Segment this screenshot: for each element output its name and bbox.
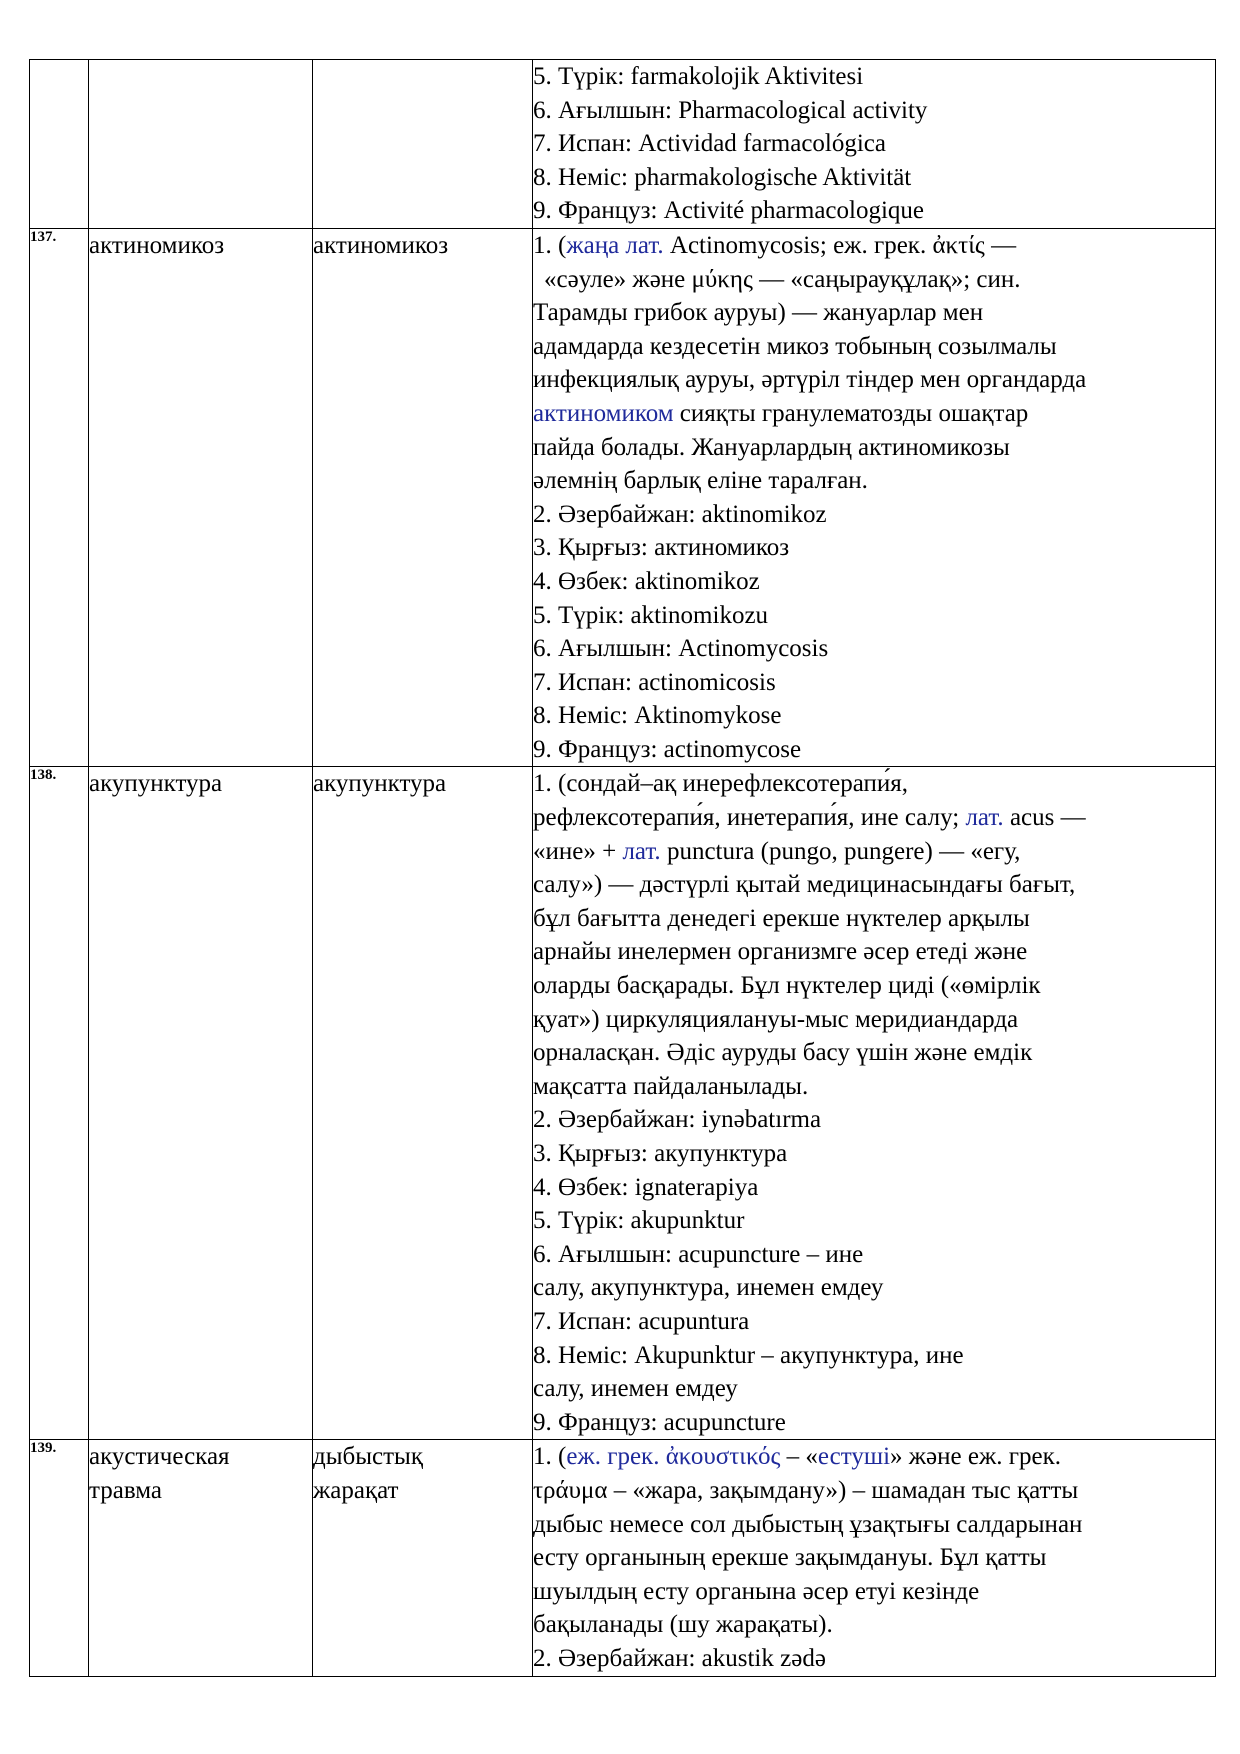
translation-line: 6. Ағылшын: Actinomycosis: [533, 635, 829, 663]
definition-line: инфекциялық ауруы, әртүріл тіндер мен органдарда: [533, 366, 1087, 394]
etymology-link[interactable]: еж. грек. ἀκουστικός: [566, 1443, 781, 1471]
translation-line: 7. Испан: Actividad farmacológica: [533, 130, 887, 158]
term-link[interactable]: естуші: [817, 1443, 891, 1471]
definition-line: τράυμα – «жара, зақымдану») – шамадан тыс қатты: [533, 1476, 1079, 1504]
definition-line: 1. (еж. грек. ἀκουστικός – «естуші» және еж. грек.: [533, 1443, 1061, 1471]
translation-line: 4. Өзбек: ignaterapiya: [533, 1173, 759, 1201]
definition-line: пайда болады. Жануарлардың актиномикозы: [533, 433, 1010, 461]
translation-line: 5. Түрік: aktinomikozu: [533, 601, 769, 629]
entry-number: 137.: [30, 228, 89, 767]
definition-cell: [533, 767, 1216, 1440]
term-link[interactable]: актиномиком: [533, 399, 674, 427]
definition-cell: [533, 1440, 1216, 1676]
translation-line: 8. Неміс: Akupunktur – акупунктура, ине: [533, 1341, 964, 1369]
kazakh-term-line: жарақат: [313, 1476, 399, 1504]
translation-line: 7. Испан: acupuntura: [533, 1307, 750, 1335]
definition-line: «ине» + лат. punctura (pungo, pungere) — «егу,: [533, 837, 1021, 865]
kazakh-term: актиномикоз: [313, 228, 533, 767]
translation-line: салу, инемен емдеу: [533, 1375, 738, 1403]
translation-line: 2. Әзербайжан: iynəbatırma: [533, 1106, 822, 1134]
definition-line: 1. (сондай–ақ инерефлексотерапи́я,: [533, 770, 908, 798]
translation-line: 5. Түрік: akupunktur: [533, 1207, 745, 1235]
translation-line: 2. Әзербайжан: aktinomikoz: [533, 500, 827, 528]
definition-line: арнайы инелермен организмге әсер етеді және: [533, 938, 1028, 966]
kazakh-term: акупунктура: [313, 767, 533, 1440]
russian-term: [89, 60, 313, 229]
definition-line: мақсатта пайдаланылады.: [533, 1072, 809, 1100]
definition-line: есту органының ерекше зақымдануы. Бұл қатты: [533, 1544, 1047, 1572]
definition-line: бұл бағытта денедегі ерекше нүктелер арқылы: [533, 904, 1030, 932]
definition-line: салу») — дәстүрлі қытай медицинасындағы бағыт,: [533, 871, 1076, 899]
translation-line: 6. Ағылшын: Pharmacological activity: [533, 96, 928, 124]
translation-line: 8. Неміс: Aktinomykose: [533, 702, 782, 730]
definition-line: әлемнің барлық еліне таралған.: [533, 467, 868, 495]
definition-line: Тарамды грибок ауруы) — жануарлар мен: [533, 299, 984, 327]
translation-line: 3. Қырғыз: акупунктура: [533, 1140, 788, 1167]
russian-term-line: акустическая: [89, 1443, 230, 1471]
table-row: [30, 60, 1216, 229]
russian-term-line: травма: [89, 1476, 162, 1504]
etymology-link[interactable]: лат.: [622, 837, 661, 865]
definition-line: қуат») циркуляциялануы-мыс меридиандарда: [533, 1005, 1019, 1033]
translation-line: 4. Өзбек: aktinomikoz: [533, 567, 760, 595]
translation-line: 8. Неміс: pharmakologische Aktivität: [533, 163, 912, 191]
table-row: [30, 1440, 1216, 1676]
translation-line: 2. Әзербайжан: akustik zədə: [533, 1644, 826, 1672]
definition-line: «сәуле» және μύκης — «саңырауқұлақ»; син.: [544, 265, 1021, 293]
translation-line: 5. Түрік: farmakolojik Aktivitesi: [533, 63, 864, 90]
glossary-table: [29, 59, 1216, 1677]
definition-line: дыбыс немесе сол дыбыстың ұзақтығы салдарынан: [533, 1510, 1083, 1538]
translation-line: 3. Қырғыз: актиномикоз: [533, 534, 790, 562]
definition-line: актиномиком сияқты гранулематозды ошақтар: [533, 399, 1029, 427]
definition-cell: [533, 60, 1216, 229]
definition-line: оларды басқарады. Бұл нүктелер циді («өмірлік: [533, 972, 1041, 1000]
table-row: [30, 767, 1216, 1440]
entry-number: [30, 60, 89, 229]
kazakh-term: [313, 1440, 533, 1676]
table-row: [30, 228, 1216, 767]
kazakh-term: [313, 60, 533, 229]
definition-line: 1. (жаңа лат. Actinomycosis; еж. грек. ἀκτίς —: [533, 231, 1017, 259]
translation-line: 9. Француз: acupuncture: [533, 1408, 786, 1436]
translation-line: 7. Испан: actinomicosis: [533, 668, 776, 696]
translation-line: 9. Француз: actinomycose: [533, 735, 802, 763]
definition-line: бақыланады (шу жарақаты).: [533, 1611, 833, 1639]
entry-number: 138.: [30, 767, 89, 1440]
etymology-link[interactable]: жаңа лат.: [566, 231, 664, 259]
russian-term: [89, 1440, 313, 1676]
translation-line: салу, акупунктура, инемен емдеу: [533, 1274, 884, 1302]
translation-line: 9. Француз: Activité pharmacologique: [533, 197, 925, 225]
etymology-link[interactable]: лат.: [965, 804, 1004, 832]
translation-line: 6. Ағылшын: acupuncture – ине: [533, 1240, 864, 1268]
definition-cell: [533, 228, 1216, 767]
definition-line: рефлексотерапи́я, инетерапи́я, ине салу; лат. acus —: [533, 804, 1086, 832]
kazakh-term-line: дыбыстық: [313, 1443, 423, 1471]
definition-line: адамдарда кездесетін микоз тобының созылмалы: [533, 332, 1057, 360]
russian-term: акупунктура: [89, 767, 313, 1440]
russian-term: актиномикоз: [89, 228, 313, 767]
entry-number: 139.: [30, 1440, 89, 1676]
definition-line: шуылдың есту органына әсер етуі кезінде: [533, 1577, 980, 1605]
definition-line: орналасқан. Әдіс ауруды басу үшін және емдік: [533, 1039, 1033, 1067]
